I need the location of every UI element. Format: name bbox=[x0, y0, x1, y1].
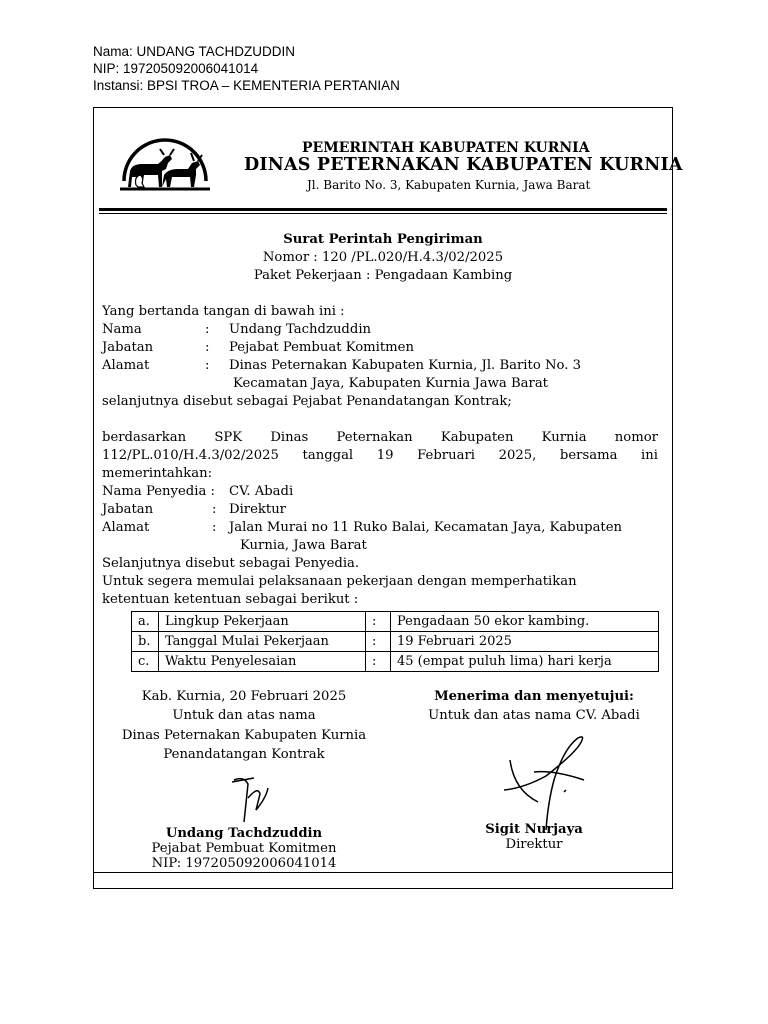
sign-left-position: Pejabat Pembuat Komitmen bbox=[151, 841, 337, 856]
term-colon: : bbox=[366, 632, 391, 652]
frame-bottom-divider bbox=[94, 872, 672, 873]
provider-name-label: Nama Penyedia : bbox=[102, 484, 215, 499]
term-number: c. bbox=[132, 652, 159, 672]
provider-address-line1: Jalan Murai no 11 Ruko Balai, Kecamatan Jaya, Kabupaten bbox=[229, 520, 623, 535]
term-label: Lingkup Pekerjaan bbox=[159, 612, 366, 632]
sign-right-position: Direktur bbox=[505, 837, 563, 852]
signer-position-colon: : bbox=[205, 340, 210, 355]
sign-left-role: Penandatangan Kontrak bbox=[163, 747, 325, 762]
term-colon: : bbox=[366, 652, 391, 672]
livestock-logo-icon bbox=[118, 131, 212, 203]
kop-government-title: PEMERINTAH KABUPATEN KURNIA bbox=[302, 140, 590, 156]
sign-left-office: Dinas Peternakan Kabupaten Kurnia bbox=[121, 728, 367, 743]
sign-right-heading: Menerima dan menyetujui: bbox=[434, 689, 634, 704]
sender-info bbox=[93, 43, 400, 94]
basis-line3: memerintahkan: bbox=[102, 466, 213, 481]
provider-address-colon: : bbox=[212, 520, 217, 535]
signer-address-label: Alamat bbox=[102, 358, 150, 373]
sign-left-name: Undang Tachdzuddin bbox=[165, 826, 323, 841]
letter-title: Surat Perintah Pengiriman bbox=[283, 232, 483, 247]
table-row bbox=[132, 632, 659, 652]
term-value: Pengadaan 50 ekor kambing. bbox=[391, 612, 659, 632]
signer-position-label: Jabatan bbox=[102, 340, 154, 355]
kop-agency-title: DINAS PETERNAKAN KABUPATEN KURNIA bbox=[244, 155, 683, 175]
signer-intro: Yang bertanda tangan di bawah ini : bbox=[102, 304, 345, 319]
kop-divider-thick bbox=[99, 208, 667, 211]
sender-nip: NIP: 197205092006041014 bbox=[93, 61, 259, 76]
provider-instruction-line2: ketentuan ketentuan sebagai berikut : bbox=[102, 592, 359, 607]
provider-address-label: Alamat bbox=[102, 520, 150, 535]
sign-right-name: Sigit Nurjaya bbox=[485, 822, 583, 837]
basis-line1: berdasarkan SPK Dinas Peternakan Kabupaten Kurnia nomor bbox=[102, 430, 658, 445]
provider-name-value: CV. Abadi bbox=[229, 484, 294, 499]
sign-right-on-behalf: Untuk dan atas nama CV. Abadi bbox=[428, 708, 640, 723]
term-colon: : bbox=[366, 612, 391, 632]
term-value: 45 (empat puluh lima) hari kerja bbox=[391, 652, 659, 672]
signer-name-value: Undang Tachdzuddin bbox=[229, 322, 372, 337]
provider-instruction-line1: Untuk segera memulai pelaksanaan pekerjaan dengan memperhatikan bbox=[102, 574, 577, 589]
signer-address-line2: Kecamatan Jaya, Kabupaten Kurnia Jawa Barat bbox=[233, 376, 548, 391]
sign-left-place-date: Kab. Kurnia, 20 Februari 2025 bbox=[141, 689, 347, 704]
provider-position-value: Direktur bbox=[229, 502, 286, 517]
terms-table bbox=[131, 611, 659, 672]
signature-left-icon bbox=[214, 758, 294, 828]
signer-address-colon: : bbox=[205, 358, 210, 373]
term-label: Waktu Penyelesaian bbox=[159, 652, 366, 672]
sender-name: Nama: UNDANG TACHDZUDDIN bbox=[93, 44, 296, 59]
letter-number: Nomor : 120 /PL.020/H.4.3/02/2025 bbox=[262, 250, 504, 265]
signer-name-label: Nama bbox=[102, 322, 142, 337]
term-number: b. bbox=[132, 632, 159, 652]
signer-closing: selanjutnya disebut sebagai Pejabat Penandatangan Kontrak; bbox=[102, 394, 512, 409]
term-label: Tanggal Mulai Pekerjaan bbox=[159, 632, 366, 652]
provider-closing: Selanjutnya disebut sebagai Penyedia. bbox=[102, 556, 360, 571]
term-value: 19 Februari 2025 bbox=[391, 632, 659, 652]
provider-position-colon: : bbox=[212, 502, 217, 517]
basis-line2: 112/PL.010/H.4.3/02/2025 tanggal 19 Februari 2025, bersama ini bbox=[102, 448, 658, 463]
sign-left-nip: NIP: 197205092006041014 bbox=[151, 856, 337, 871]
signer-position-value: Pejabat Pembuat Komitmen bbox=[229, 340, 414, 355]
table-row bbox=[132, 652, 659, 672]
kop-divider-thin bbox=[99, 213, 667, 214]
letter-frame bbox=[93, 107, 683, 889]
signer-address-line1: Dinas Peternakan Kabupaten Kurnia, Jl. Barito No. 3 bbox=[229, 358, 581, 373]
table-row bbox=[132, 612, 659, 632]
provider-position-label: Jabatan bbox=[102, 502, 154, 517]
letter-work-package: Paket Pekerjaan : Pengadaan Kambing bbox=[253, 268, 513, 283]
signer-name-colon: : bbox=[205, 322, 210, 337]
sign-left-on-behalf: Untuk dan atas nama bbox=[172, 708, 316, 723]
provider-address-line2: Kurnia, Jawa Barat bbox=[240, 538, 367, 553]
kop-address: Jl. Barito No. 3, Kabupaten Kurnia, Jawa Barat bbox=[307, 178, 591, 192]
term-number: a. bbox=[132, 612, 159, 632]
sender-institution: Instansi: BPSI TROA – KEMENTERIA PERTANIAN bbox=[93, 78, 400, 93]
